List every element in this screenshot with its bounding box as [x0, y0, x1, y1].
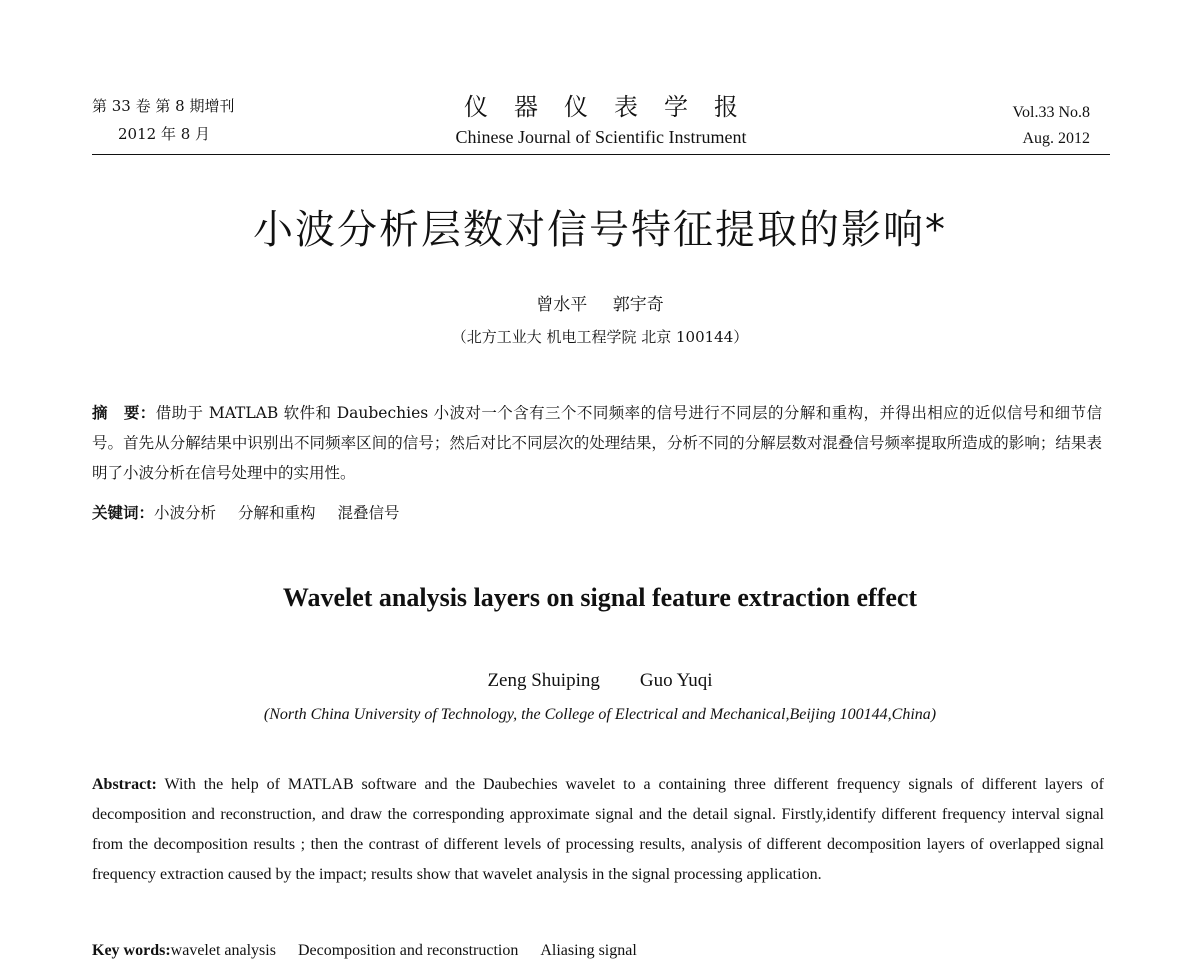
keyword-en: wavelet analysis: [170, 942, 276, 959]
author-en: Zeng Shuiping: [487, 670, 600, 691]
author-en: Guo Yuqi: [639, 670, 713, 691]
keywords-label-en: Key words:: [92, 942, 171, 959]
abstract-cn: [92, 398, 1102, 488]
keyword-cn: 分解和重构: [238, 504, 316, 522]
volume-issue: 第 33 卷 第 8 期增刊: [92, 97, 235, 115]
paper-title-en: Wavelet analysis layers on signal feature extraction effect: [282, 583, 918, 612]
keyword-en: Decomposition and reconstruction: [297, 942, 519, 959]
abstract-label-en: Abstract:: [92, 776, 157, 793]
affiliation-en: (North China University of Technology, the College of Electrical and Mechanical,Beijing 100144,China): [263, 706, 937, 723]
publication-date-cn: 2012 年 8 月: [118, 125, 211, 143]
journal-name: [92, 92, 1110, 150]
paper-title-cn: 小波分析层数对信号特征提取的影响*: [253, 207, 947, 253]
keyword-en: Aliasing signal: [540, 942, 637, 959]
authors-cn: 曾水平 郭宇奇: [536, 295, 664, 315]
keyword-cn: 小波分析: [154, 504, 217, 522]
affiliation-cn: （北方工业大 机电工程学院 北京 100144）: [451, 328, 749, 346]
authors-en: [0, 670, 1200, 692]
keyword-cn: 混叠信号: [337, 504, 400, 522]
abstract-en: [92, 770, 1104, 890]
volume-info-en: [1013, 100, 1091, 152]
running-header: [92, 92, 1110, 155]
keywords-cn: [92, 498, 422, 528]
journal-name-en: Chinese Journal of Scientific Instrument: [455, 127, 747, 147]
publication-date-en: Aug. 2012: [1022, 130, 1090, 147]
journal-name-cn: 仪器仪表学报: [464, 93, 764, 121]
keywords-en: [92, 936, 659, 966]
abstract-label-cn: 摘 要：: [92, 403, 156, 422]
abstract-text-en: With the help of MATLAB software and the Daubechies wavelet to a containing three different frequency signals of different layers of decomposition and reconstruction, and draw the corresponding approximate signal and the detail signal. Firstly,identify different frequency interval signal from the decomposition results ; then the contrast of different levels of processing results, analysis of different decomposition layers of overlapped signal frequency extraction caused by the impact; results show that wavelet analysis in the signal processing application.: [92, 776, 1104, 883]
volume-number-en: Vol.33 No.8: [1012, 104, 1090, 121]
abstract-text-cn: 借助于 MATLAB 软件和 Daubechies 小波对一个含有三个不同频率的信号进行不同层的分解和重构，并得出相应的近似信号和细节信号。首先从分解结果中识别出不同频率区间的信号；然后对比不同层次的处理结果，分析不同的分解层数对混叠信号频率提取所造成的影响；结果表明了小波分析在信号处理中的实用性。: [92, 404, 1102, 482]
keywords-label-cn: 关键词：: [92, 503, 155, 522]
